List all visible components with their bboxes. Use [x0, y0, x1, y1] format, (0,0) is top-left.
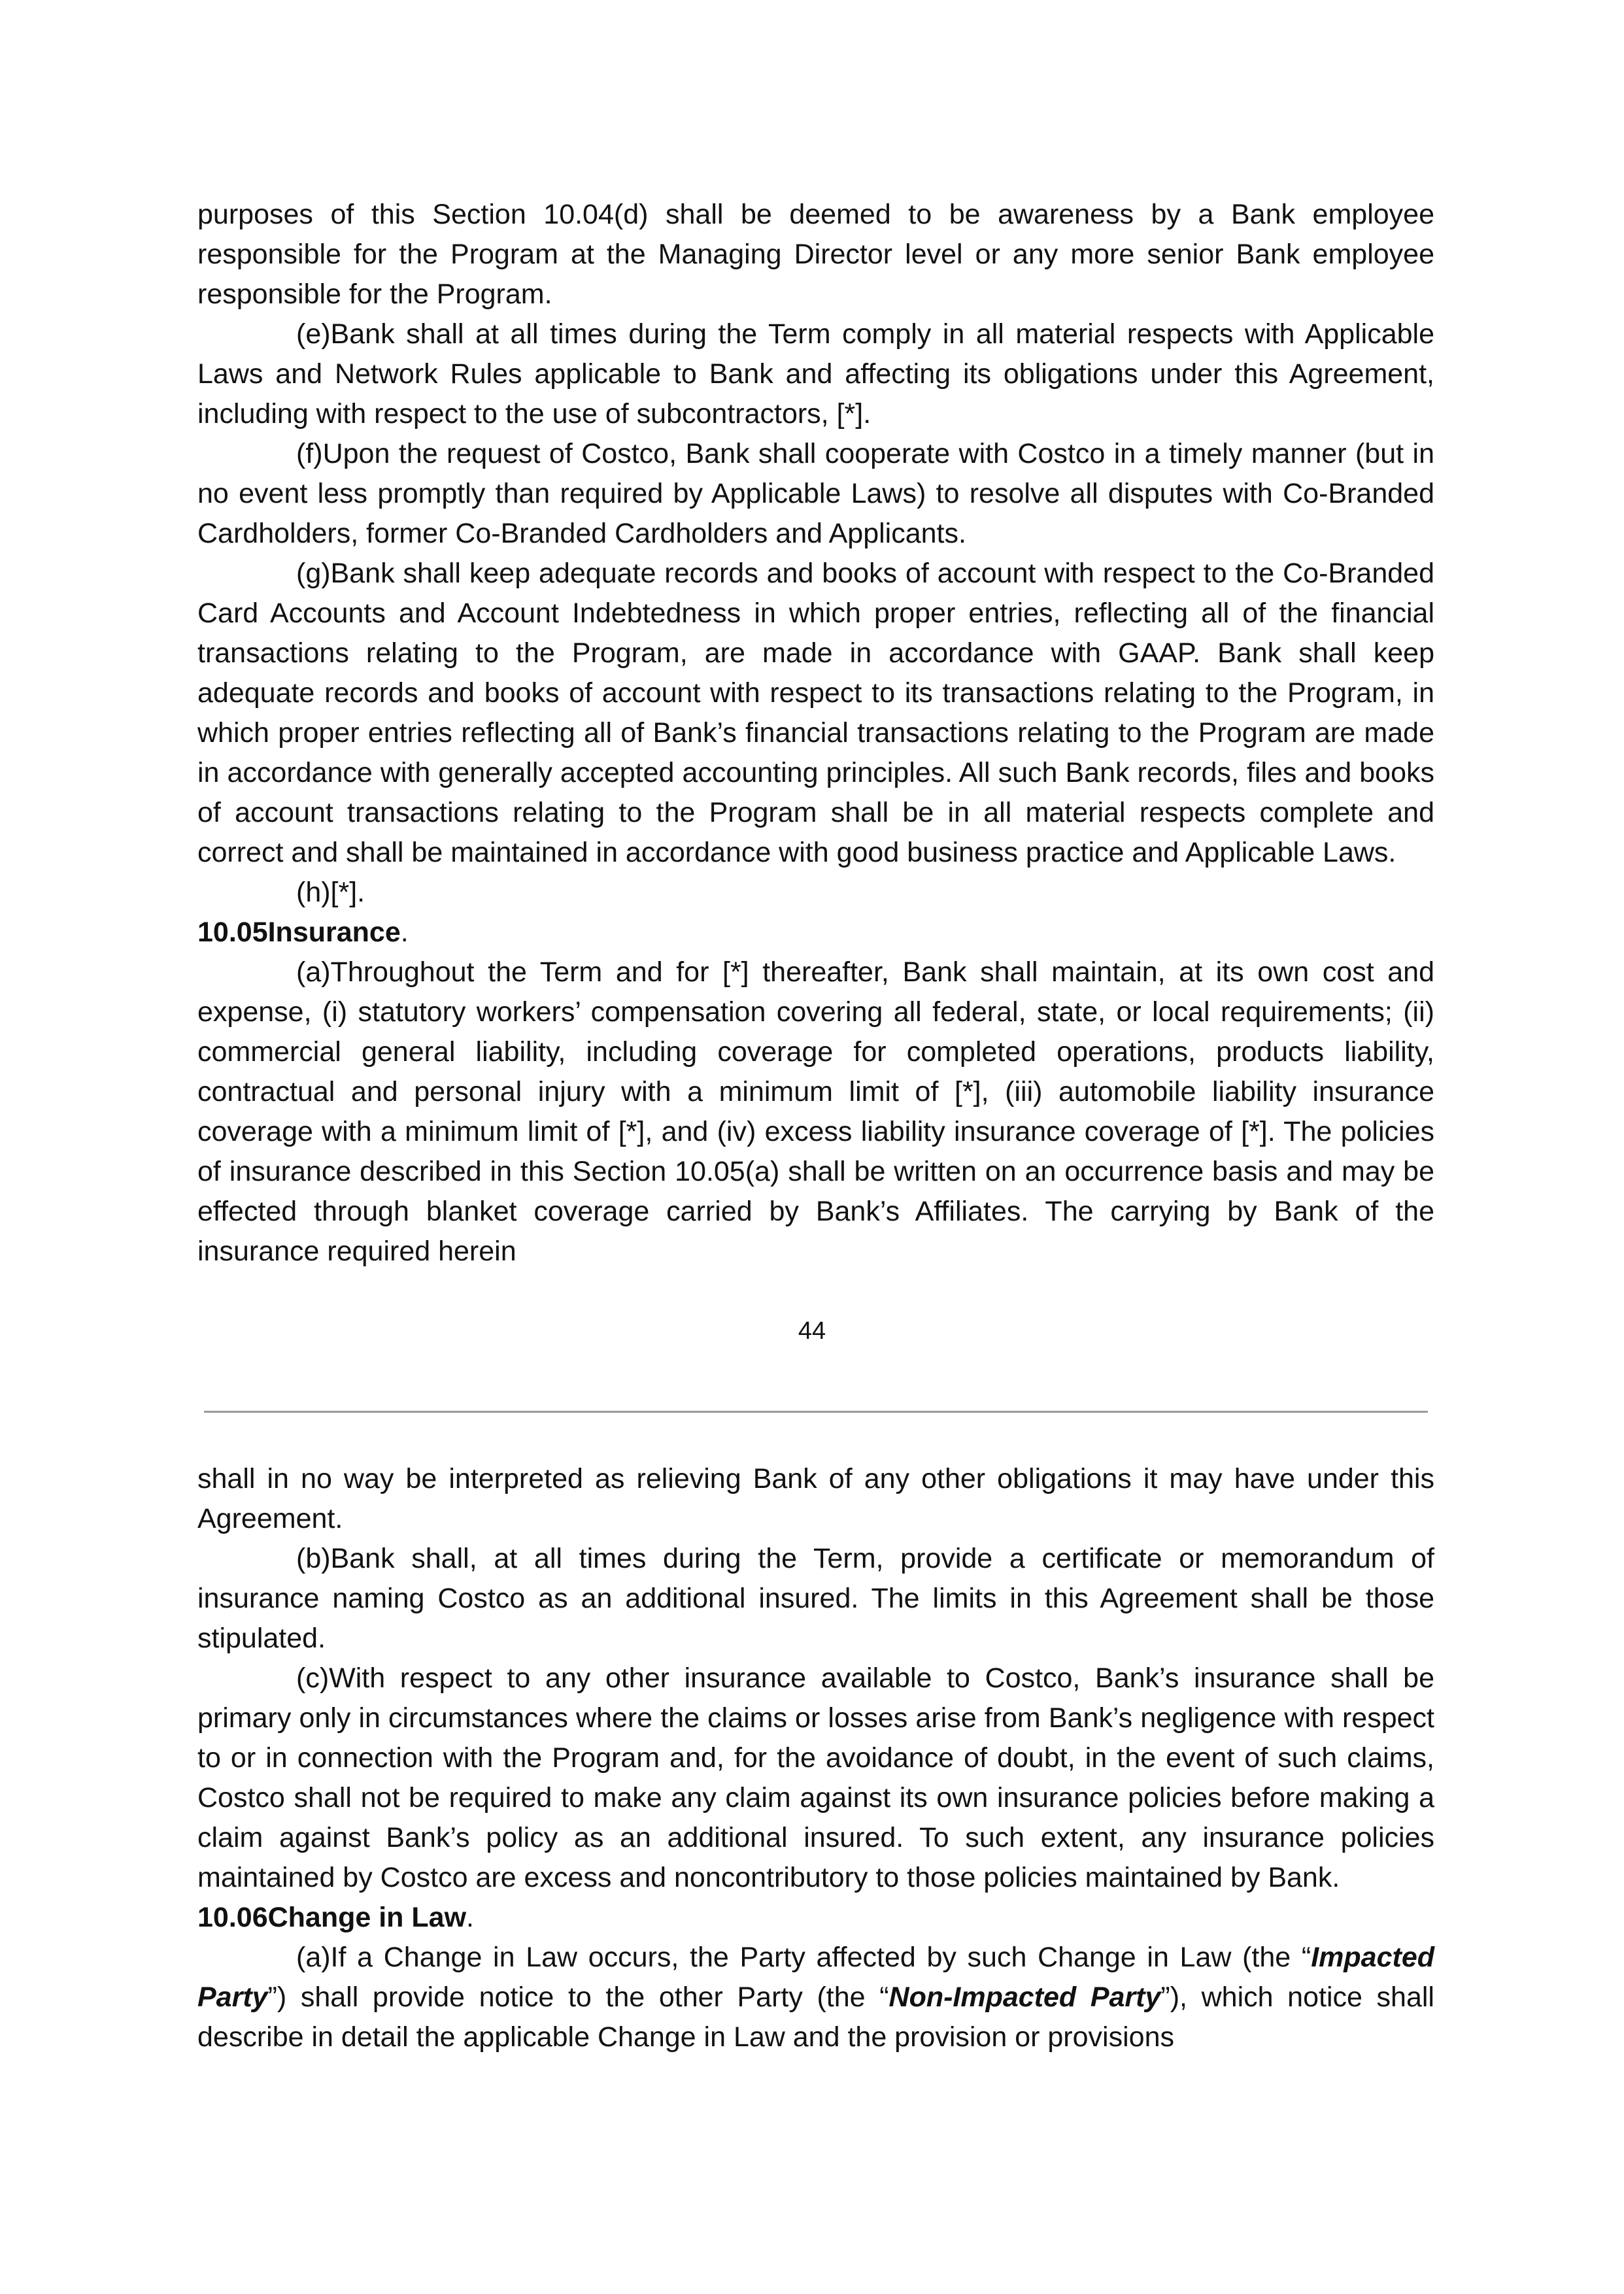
clause-c: (c)With respect to any other insurance available to Costco, Bank’s insurance shall be primary only in circumstances where the claims or losses arise from Bank’s negligence with respect to or in connection with the Program and, for the avoidance of doubt, in the event of such claims, Costco shall not be required to make any claim against its own insurance policies before making a claim against Bank’s policy as an additional insured. To such extent, any insurance policies maintained by Costco are excess and noncontributory to those policies maintained by Bank.: [197, 1662, 1434, 1893]
page-one-body: [197, 195, 1434, 1272]
clause-f: (f)Upon the request of Costco, Bank shall cooperate with Costco in a timely manner (but in no event less promptly than required by Applicable Laws) to resolve all disputes with Co-Branded Cardholders, former Co-Branded Cardholders and Applicants.: [197, 438, 1434, 549]
section-heading-period: .: [466, 1902, 474, 1933]
continuation-paragraph: shall in no way be interpreted as relieving Bank of any other obligations it may have under this Agreement.: [197, 1463, 1434, 1534]
section-heading-text: 10.06Change in Law: [197, 1902, 467, 1933]
clause-g: (g)Bank shall keep adequate records and books of account with respect to the Co-Branded Card Accounts and Account Indebtedness in which proper entries, reflecting all of the financial transactions relating to the Program, are made in accordance with GAAP. Bank shall keep adequate records and books of account with respect to its transactions relating to the Program, in which proper entries reflecting all of Bank’s financial transactions relating to the Program are made in accordance with generally accepted accounting principles. All such Bank records, files and books of account transactions relating to the Program shall be in all material respects complete and correct and shall be maintained in accordance with good business practice and Applicable Laws.: [197, 558, 1434, 868]
page-number: 44: [798, 1317, 826, 1345]
clause-h: (h)[*].: [296, 877, 365, 908]
clause-text-part: ”) shall provide notice to the other Party (the “: [267, 1982, 889, 2013]
defined-term-impacted-party: Impacted Party: [197, 1942, 1434, 2013]
clause-a-insurance: (a)Throughout the Term and for [*] thereafter, Bank shall maintain, at its own cost and expense, (i) statutory workers’ compensation covering all federal, state, or local requirements; (ii) commercial general liability, including coverage for completed operations, products liability, contractual and personal injury with a minimum limit of [*], (iii) automobile liability insurance coverage with a minimum limit of [*], and (iv) excess liability insurance coverage of [*]. The policies of insurance described in this Section 10.05(a) shall be written on an occurrence basis and may be effected through blanket coverage carried by Bank’s Affiliates. The carrying by Bank of the insurance required herein: [197, 956, 1434, 1267]
clause-text-part: (a)If a Change in Law occurs, the Party affected by such Change in Law (the “: [296, 1942, 1311, 1973]
clause-b: (b)Bank shall, at all times during the Term, provide a certificate or memorandum of insurance naming Costco as an additional insured. The limits in this Agreement shall be those stipulated.: [197, 1543, 1434, 1654]
clause-a-change-in-law: [197, 1938, 1434, 2057]
page-divider: [204, 1411, 1428, 1413]
section-heading-text: 10.05Insurance: [197, 917, 401, 948]
section-heading-insurance: [197, 913, 1434, 953]
continuation-paragraph: purposes of this Section 10.04(d) shall be deemed to be awareness by a Bank employee responsible for the Program at the Managing Director level or any more senior Bank employee responsible for the Program.: [197, 199, 1434, 310]
clause-e: (e)Bank shall at all times during the Term comply in all material respects with Applicable Laws and Network Rules applicable to Bank and affecting its obligations under this Agreement, including with respect to the use of subcontractors, [*].: [197, 318, 1434, 430]
section-heading-change-in-law: [197, 1898, 1434, 1938]
clause-text-part: ”), which notice shall describe in detail the applicable Change in Law and the provision or provisions: [197, 1982, 1434, 2053]
section-heading-period: .: [400, 917, 409, 948]
defined-term-non-impacted-party: Non-Impacted Party: [888, 1982, 1161, 2013]
page-two-body: [197, 1459, 1434, 2057]
